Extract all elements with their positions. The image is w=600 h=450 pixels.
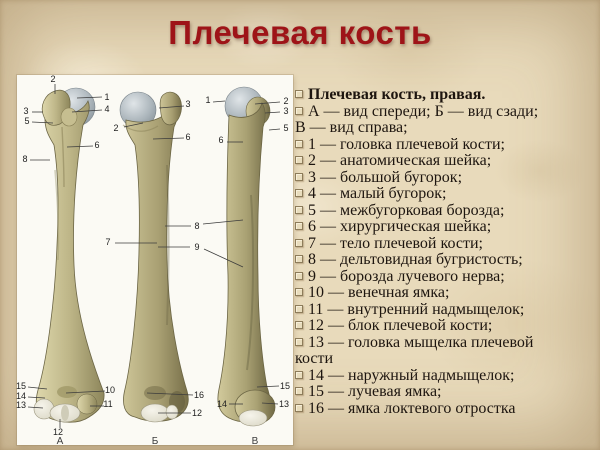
- callout-number: 15: [279, 381, 291, 391]
- callout-number: 14: [15, 391, 27, 401]
- square-bullet-icon: [295, 255, 303, 263]
- square-bullet-icon: [295, 321, 303, 329]
- legend-line: [295, 219, 597, 236]
- callout-number: 5: [283, 123, 289, 133]
- callout-number: 16: [193, 390, 205, 400]
- legend-line-text: 11 — внутренний надмыщелок;: [308, 300, 525, 318]
- legend-line-text: 7 — тело плечевой кости;: [308, 234, 483, 252]
- legend-line-text: кости: [295, 350, 334, 367]
- square-bullet-icon: [295, 90, 303, 98]
- square-bullet-icon: [295, 404, 303, 412]
- legend-line: [295, 153, 597, 170]
- page-title: Плечевая кость: [168, 14, 432, 51]
- legend-line-text: 10 — венечная ямка;: [308, 284, 450, 301]
- square-bullet-icon: [295, 371, 303, 379]
- legend-line: [295, 203, 597, 220]
- callout-number: 8: [194, 221, 200, 231]
- square-bullet-icon: [295, 239, 303, 247]
- legend-line-text: 3 — большой бугорок;: [308, 168, 463, 186]
- callout-number: 6: [185, 132, 191, 142]
- legend-line: [295, 252, 597, 269]
- legend-line-text: 15 — лучевая ямка;: [308, 383, 442, 400]
- legend-line: [295, 170, 597, 187]
- legend-line: [295, 384, 597, 401]
- legend-line: [295, 335, 597, 352]
- bone-side-view: [218, 87, 275, 426]
- callout-leader-line: [213, 101, 225, 102]
- legend-line: [295, 120, 597, 137]
- callout-number: 4: [104, 104, 110, 114]
- figure-view-letters: [57, 436, 259, 447]
- square-bullet-icon: [295, 222, 303, 230]
- callout-number: 12: [52, 427, 64, 437]
- callout-number: 9: [194, 242, 200, 252]
- humerus-illustration: [17, 75, 293, 445]
- legend-line: [295, 318, 597, 335]
- legend-line-text: 9 — борозда лучевого нерва;: [308, 267, 505, 285]
- square-bullet-icon: [295, 338, 303, 346]
- view-letter: А: [56, 436, 64, 447]
- legend-line-text: В — вид справа;: [295, 119, 408, 136]
- callout-number: 1: [104, 92, 110, 102]
- callout-number: 2: [283, 96, 289, 106]
- legend-line: [295, 368, 597, 385]
- callout-number: 11: [103, 399, 113, 409]
- legend-line-text: 6 — хирургическая шейка;: [308, 218, 492, 235]
- callout-number: 15: [15, 381, 27, 391]
- legend-line: [295, 104, 597, 121]
- legend-line: [295, 285, 597, 302]
- square-bullet-icon: [295, 107, 303, 115]
- legend-line-text: Плечевая кость, правая.: [308, 86, 486, 103]
- legend-line: [295, 87, 597, 104]
- callout-number: 3: [185, 99, 191, 109]
- legend-line-text: 14 — наружный надмыщелок;: [308, 366, 515, 384]
- legend-text: [295, 87, 597, 417]
- legend-line: [295, 302, 597, 319]
- callout-number: 2: [113, 123, 119, 133]
- square-bullet-icon: [295, 140, 303, 148]
- callout-number: 6: [218, 135, 224, 145]
- view-letter: Б: [151, 436, 159, 447]
- legend-line: [295, 137, 597, 154]
- legend-line-text: 12 — блок плечевой кости;: [308, 317, 493, 334]
- legend-line: [295, 269, 597, 286]
- callout-number: 3: [283, 106, 289, 116]
- callout-number: 6: [94, 140, 100, 150]
- legend-line: [295, 351, 597, 368]
- square-bullet-icon: [295, 189, 303, 197]
- square-bullet-icon: [295, 288, 303, 296]
- legend-line-text: А — вид спереди; Б — вид сзади;: [308, 102, 539, 120]
- callout-number: 5: [24, 116, 30, 126]
- legend-line: [295, 401, 597, 418]
- square-bullet-icon: [295, 387, 303, 395]
- square-bullet-icon: [295, 173, 303, 181]
- legend-line-text: 5 — межбугорковая борозда;: [308, 201, 505, 219]
- legend-line-text: 4 — малый бугорок;: [308, 185, 447, 202]
- legend-line-text: 16 — ямка локтевого отростка: [308, 399, 516, 417]
- callout-number: 14: [216, 399, 228, 409]
- square-bullet-icon: [295, 206, 303, 214]
- legend-line-text: 13 — головка мыщелка плечевой: [308, 333, 534, 351]
- callout-number: 3: [23, 106, 29, 116]
- bone-back-view: [120, 92, 191, 422]
- square-bullet-icon: [295, 305, 303, 313]
- bone-front-view: [34, 88, 104, 422]
- anatomy-figure-panel: [17, 75, 293, 445]
- legend-line: [295, 186, 597, 203]
- callout-number: 13: [15, 400, 27, 410]
- legend-line-text: 8 — дельтовидная бугристость;: [308, 251, 523, 268]
- square-bullet-icon: [295, 272, 303, 280]
- legend-line-text: 1 — головка плечевой кости;: [308, 135, 505, 153]
- callout-number: 12: [191, 408, 203, 418]
- legend-line: [295, 236, 597, 253]
- callout-leader-line: [269, 129, 280, 130]
- callout-number: 2: [50, 74, 56, 84]
- callout-number: 13: [278, 399, 290, 409]
- view-letter: В: [251, 436, 259, 447]
- callout-number: 1: [205, 95, 211, 105]
- legend-line-text: 2 — анатомическая шейка;: [308, 152, 492, 169]
- square-bullet-icon: [295, 156, 303, 164]
- callout-number: 7: [105, 237, 111, 247]
- callout-number: 8: [22, 154, 28, 164]
- callout-number: 10: [104, 385, 116, 395]
